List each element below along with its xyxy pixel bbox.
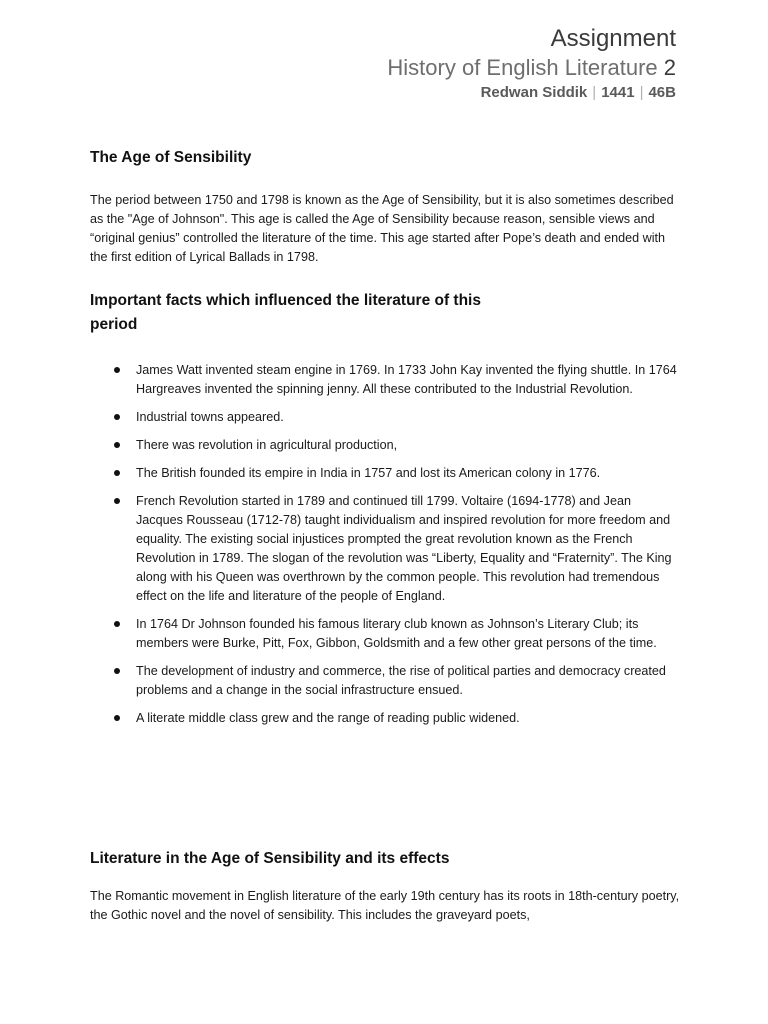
list-item [90,464,680,483]
subtitle-text: History of English Literature [387,55,664,80]
author-name: Redwan Siddik [480,84,588,101]
document-title: Assignment [550,25,676,52]
meta-separator: | [639,84,644,101]
list-item-text: In 1764 Dr Johnson founded his famous literary club known as Johnson’s Literary Club; its members were Burke, Pitt, Fox, Gibbon, Goldsmith and a few other great persons of the time. [136,617,657,650]
bullet-icon [114,470,120,476]
section-heading-age-of-sensibility: The Age of Sensibility [90,149,252,166]
section-heading-literature-effects: Literature in the Age of Sensibility and its effects [90,850,450,867]
document-subtitle [387,54,676,82]
bullet-icon [114,442,120,448]
list-item-text: The development of industry and commerce, the rise of political parties and democracy created problems and a change in the social infrastructure ensued. [136,664,666,697]
section-paragraph-intro: The period between 1750 and 1798 is known as the Age of Sensibility, but it is also sometimes described as the "Age of Johnson". This age is called the Age of Sensibility because reason, sensible views and “original genius” controlled the literature of the time. This age started after Pope’s death and ended with the first edition of Lyrical Ballads in 1798. [90,193,674,264]
author-meta [387,82,676,104]
bullet-icon [114,367,120,373]
section-heading-important-facts: Important facts which influenced the literature of this period [90,292,481,333]
list-item-text: The British founded its empire in India in 1757 and lost its American colony in 1776. [136,466,601,480]
facts-list [90,361,680,737]
list-item [90,615,680,653]
bullet-icon [114,668,120,674]
bullet-icon [114,498,120,504]
list-item-text: A literate middle class grew and the range of reading public widened. [136,711,520,725]
list-item-text: Industrial towns appeared. [136,410,284,424]
list-item [90,709,680,728]
list-item [90,408,680,427]
batch: 46B [648,84,676,101]
list-item [90,436,680,455]
list-item-text: James Watt invented steam engine in 1769. In 1733 John Kay invented the flying shuttle. In 1764 Hargreaves invented the spinning jenny. All these contributed to the Industrial Revolution. [136,363,677,396]
list-item [90,361,680,399]
list-item [90,662,680,700]
student-id: 1441 [601,84,635,101]
bullet-icon [114,414,120,420]
list-item-text: There was revolution in agricultural production, [136,438,398,452]
section-paragraph-literature: The Romantic movement in English literature of the early 19th century has its roots in 18th-century poetry, the Gothic novel and the novel of sensibility. This includes the graveyard poets, [90,889,680,922]
bullet-icon [114,715,120,721]
list-item [90,492,680,606]
bullet-icon [114,621,120,627]
document-header [387,24,676,104]
subtitle-number: 2 [663,55,676,80]
meta-separator: | [592,84,597,101]
list-item-text: French Revolution started in 1789 and continued till 1799. Voltaire (1694-1778) and Jean Jacques Rousseau (1712-78) taught individualism and inspired revolution for more freedom and equality. The existing social injustices prompted the great revolution known as the French Revolution in 1789. The slogan of the revolution was “Liberty, Equality and “Fraternity”. The King along with his Queen was overthrown by the common people. This revolution had tremendous effect on the life and literature of the people of England. [136,494,672,603]
